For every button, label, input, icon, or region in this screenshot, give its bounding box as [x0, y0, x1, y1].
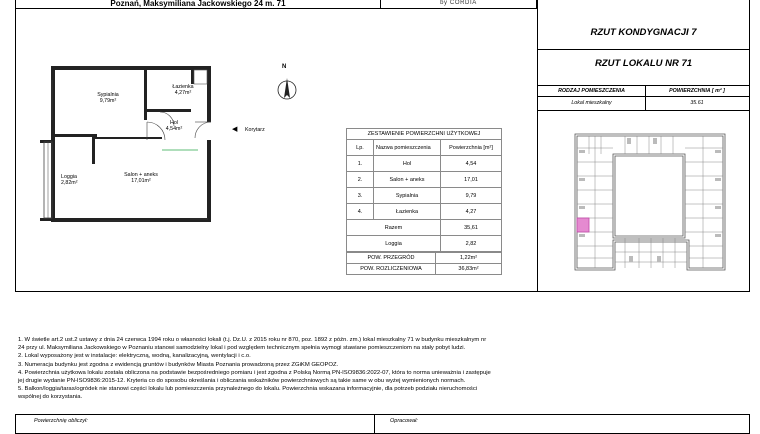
rozliczeniowa-label: POW. ROZLICZENIOWA — [347, 264, 436, 275]
przegrod-label: POW. PRZEGRÓD — [347, 253, 436, 264]
table-row — [347, 172, 502, 188]
room-name: Loggia — [61, 174, 77, 180]
row-area: 4,54 — [441, 156, 502, 172]
divider — [538, 110, 749, 111]
room-type-value: Lokal mieszkalny — [571, 100, 612, 106]
notes-section — [18, 337, 492, 402]
floor-title: RZUT KONDYGNACJI 7 — [590, 27, 697, 38]
room-name: Łazienka — [172, 84, 194, 90]
room-name: Salon + aneks — [124, 172, 158, 178]
row-name: Hol — [374, 156, 441, 172]
compass-icon — [272, 72, 302, 106]
room-area-value: 35.61 — [690, 100, 704, 106]
table-row — [347, 188, 502, 204]
room-area: 4,54m² — [165, 126, 183, 132]
col-name: Nazwa pomieszczenia — [374, 140, 441, 156]
note: 5. Balkon/loggia/taras/ogródek nie stanowi części lokalu lub pomieszczenia przynależnego do lokalu. Powierzchnia wskazana informacyjnie, dla potrzeb podziału nieruchomości wspólnej do korzystania. — [18, 386, 478, 400]
header-address: Poznań, Maksymiliana Jackowskiego 24 m. 71 — [110, 0, 286, 8]
row-lp: 2. — [347, 172, 374, 188]
row-area: 9,79 — [441, 188, 502, 204]
table-row — [347, 204, 502, 220]
room-area: 9,79m² — [99, 98, 117, 104]
floor-plan — [40, 60, 250, 232]
row-name: Sypialnia — [374, 188, 441, 204]
divider — [538, 85, 749, 86]
row-lp: 3. — [347, 188, 374, 204]
table-row-loggia — [347, 236, 502, 252]
table-row — [347, 156, 502, 172]
row-lp: 4. — [347, 204, 374, 220]
room-label-loggia — [61, 174, 91, 186]
building-key-plan — [565, 124, 737, 276]
footer-right-box — [374, 414, 750, 434]
row-name: Łazienka — [374, 204, 441, 220]
corridor-label: Korytarz — [245, 127, 265, 133]
loggia-value: 2,82 — [441, 236, 502, 252]
col-lp: Lp. — [347, 140, 374, 156]
footer-left-box — [15, 414, 375, 434]
note: 1. W świetle art.2 ust.2 ustawy z dnia 24 czerwca 1994 roku o własności lokali (t.j. Dz.U. z 2015 roku nr 870, poz. 1892 z późn. zm.) lokal mieszkalny 71 w budynku mieszkalnym nr 24 przy ul. Maksymiliana Jackowskiego w Poznaniu stanowi samodzielny lokal i pod względem technicznym spełnia wymogi stawiane pomieszczeniom na stały pobyt ludzi. — [18, 337, 487, 351]
room-type-header: RODZAJ POMIESZCZENIA — [558, 88, 625, 94]
room-area-header: POWIERZCHNIA [ m² ] — [669, 88, 725, 94]
divider — [645, 85, 646, 110]
row-name: Salon + aneks — [374, 172, 441, 188]
room-area: 4,27m² — [174, 90, 192, 96]
note: 3. Numeracja budynku jest zgodna z ewidencją gruntów i budynków Miasta Poznania prowadzoną przez ZGiKM GEOPOZ. — [18, 361, 339, 368]
row-area: 4,27 — [441, 204, 502, 220]
room-name: Hol — [170, 120, 178, 126]
room-label-hol — [158, 120, 190, 132]
room-area: 2,82m² — [61, 180, 78, 186]
compass-north-label: N — [282, 64, 287, 70]
divider — [538, 49, 749, 50]
room-label-salon — [116, 172, 166, 184]
rozliczeniowa-value: 36,83m² — [436, 264, 502, 275]
room-area: 17,01m² — [131, 178, 151, 184]
footer-right-label: Opracował: — [390, 418, 418, 424]
row-area: 17,01 — [441, 172, 502, 188]
area-table — [346, 128, 502, 252]
note: 2. Lokal wyposażony jest w instalacje: elektryczną, wodną, kanalizacyjną, wentylacji i c.o. — [18, 353, 251, 360]
note: 4. Powierzchnia użytkowa lokalu została obliczona na podstawie bezpośredniego pomiaru i jest zgodna z Polską Normą PN-ISO9836:2022-07, która to norma unieważnia i zastępuje jej drugie wydanie PN-ISO9836:2015-12. Kryteria co do sposobu określania i obliczania wskaźników powierzchniowych są takie same w obu wyżej wymienionych normach. — [18, 369, 491, 384]
summary-table — [346, 252, 502, 275]
divider — [538, 96, 749, 97]
corridor-arrow-icon: ◀ — [232, 126, 238, 133]
przegrod-value: 1,22m² — [436, 253, 502, 264]
col-area: Powierzchnia [m²] — [441, 140, 502, 156]
room-label-sypialnia — [86, 92, 130, 104]
room-name: Sypialnia — [97, 92, 119, 98]
total-value: 35,61 — [441, 220, 502, 236]
total-label: Razem — [347, 220, 441, 236]
room-label-lazienka — [166, 84, 200, 96]
loggia-label: Loggia — [347, 236, 441, 252]
area-table-title: ZESTAWIENIE POWIERZCHNI UŻYTKOWEJ — [347, 129, 502, 140]
footer-left-label: Powierzchnię obliczył: — [34, 418, 88, 424]
row-lp: 1. — [347, 156, 374, 172]
table-row-total — [347, 220, 502, 236]
header-brand: by CORDIA — [440, 0, 477, 6]
unit-title: RZUT LOKALU NR 71 — [594, 58, 693, 69]
